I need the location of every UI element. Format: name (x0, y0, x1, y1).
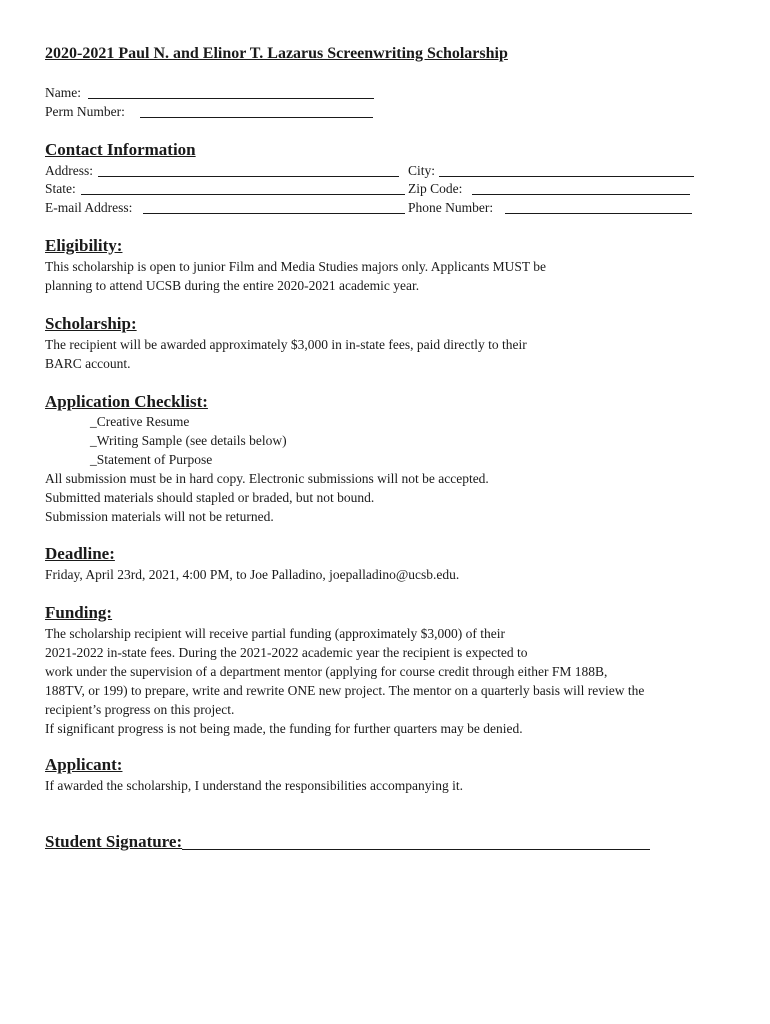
contact-heading: Contact Information (45, 140, 196, 159)
text-line: 188TV, or 199) to prepare, write and rewrite ONE new project. The mentor on a quarterly basis will review the (45, 683, 645, 698)
state-field-line[interactable] (81, 194, 405, 195)
phone-number-label: Phone Number: (408, 200, 494, 215)
city-label: City: (408, 163, 436, 178)
deadline-text: Friday, April 23rd, 2021, 4:00 PM, to Joe Palladino, joepalladino@ucsb.edu. (45, 567, 460, 582)
email-field-line[interactable] (143, 213, 405, 214)
phone-number-field-line[interactable] (505, 213, 692, 214)
text-line: This scholarship is open to junior Film and Media Studies majors only. Applicants MUST be (45, 259, 546, 274)
address-field-line[interactable] (98, 176, 399, 177)
eligibility-text (45, 257, 546, 295)
city-field-line[interactable] (439, 176, 694, 177)
text-line: work under the supervision of a department mentor (applying for course credit through either FM 188B, (45, 664, 608, 679)
perm-number-label: Perm Number: (45, 104, 125, 119)
checklist-note: Submitted materials should stapled or braded, but not bound. (45, 490, 375, 505)
text-line: The scholarship recipient will receive partial funding (approximately $3,000) of their (45, 626, 505, 641)
checklist-item: _Writing Sample (see details below) (90, 433, 287, 448)
funding-heading: Funding: (45, 603, 113, 622)
name-field-line[interactable] (88, 98, 374, 99)
checklist-heading: Application Checklist: (45, 392, 208, 411)
email-label: E-mail Address: (45, 200, 133, 215)
applicant-heading: Applicant: (45, 755, 123, 774)
name-label: Name: (45, 85, 81, 100)
zip-code-label: Zip Code: (408, 181, 463, 196)
funding-text (45, 624, 644, 738)
deadline-heading: Deadline: (45, 544, 115, 563)
signature-label: Student Signature: (45, 832, 183, 851)
checklist-note: All submission must be in hard copy. Electronic submissions will not be accepted. (45, 471, 489, 486)
text-line: The recipient will be awarded approximately $3,000 in in-state fees, paid directly to their (45, 337, 527, 352)
state-label: State: (45, 181, 76, 196)
scholarship-text (45, 335, 527, 373)
text-line: 2021-2022 in-state fees. During the 2021-2022 academic year the recipient is expected to (45, 645, 528, 660)
document-title: 2020-2021 Paul N. and Elinor T. Lazarus Screenwriting Scholarship (45, 45, 508, 62)
checklist-item: _Statement of Purpose (90, 452, 213, 467)
zip-code-field-line[interactable] (472, 194, 690, 195)
perm-number-field-line[interactable] (140, 117, 373, 118)
checklist-block (45, 412, 489, 526)
checklist-note: Submission materials will not be returned. (45, 509, 274, 524)
text-line: recipient’s progress on this project. (45, 702, 235, 717)
text-line: planning to attend UCSB during the entire 2020-2021 academic year. (45, 278, 420, 293)
address-label: Address: (45, 163, 93, 178)
text-line: BARC account. (45, 356, 131, 371)
eligibility-heading: Eligibility: (45, 236, 123, 255)
text-line: If significant progress is not being made, the funding for further quarters may be denied. (45, 721, 523, 736)
scholarship-heading: Scholarship: (45, 314, 137, 333)
signature-field-line[interactable] (182, 849, 650, 850)
applicant-text: If awarded the scholarship, I understand the responsibilities accompanying it. (45, 778, 464, 793)
checklist-item: _Creative Resume (90, 414, 190, 429)
